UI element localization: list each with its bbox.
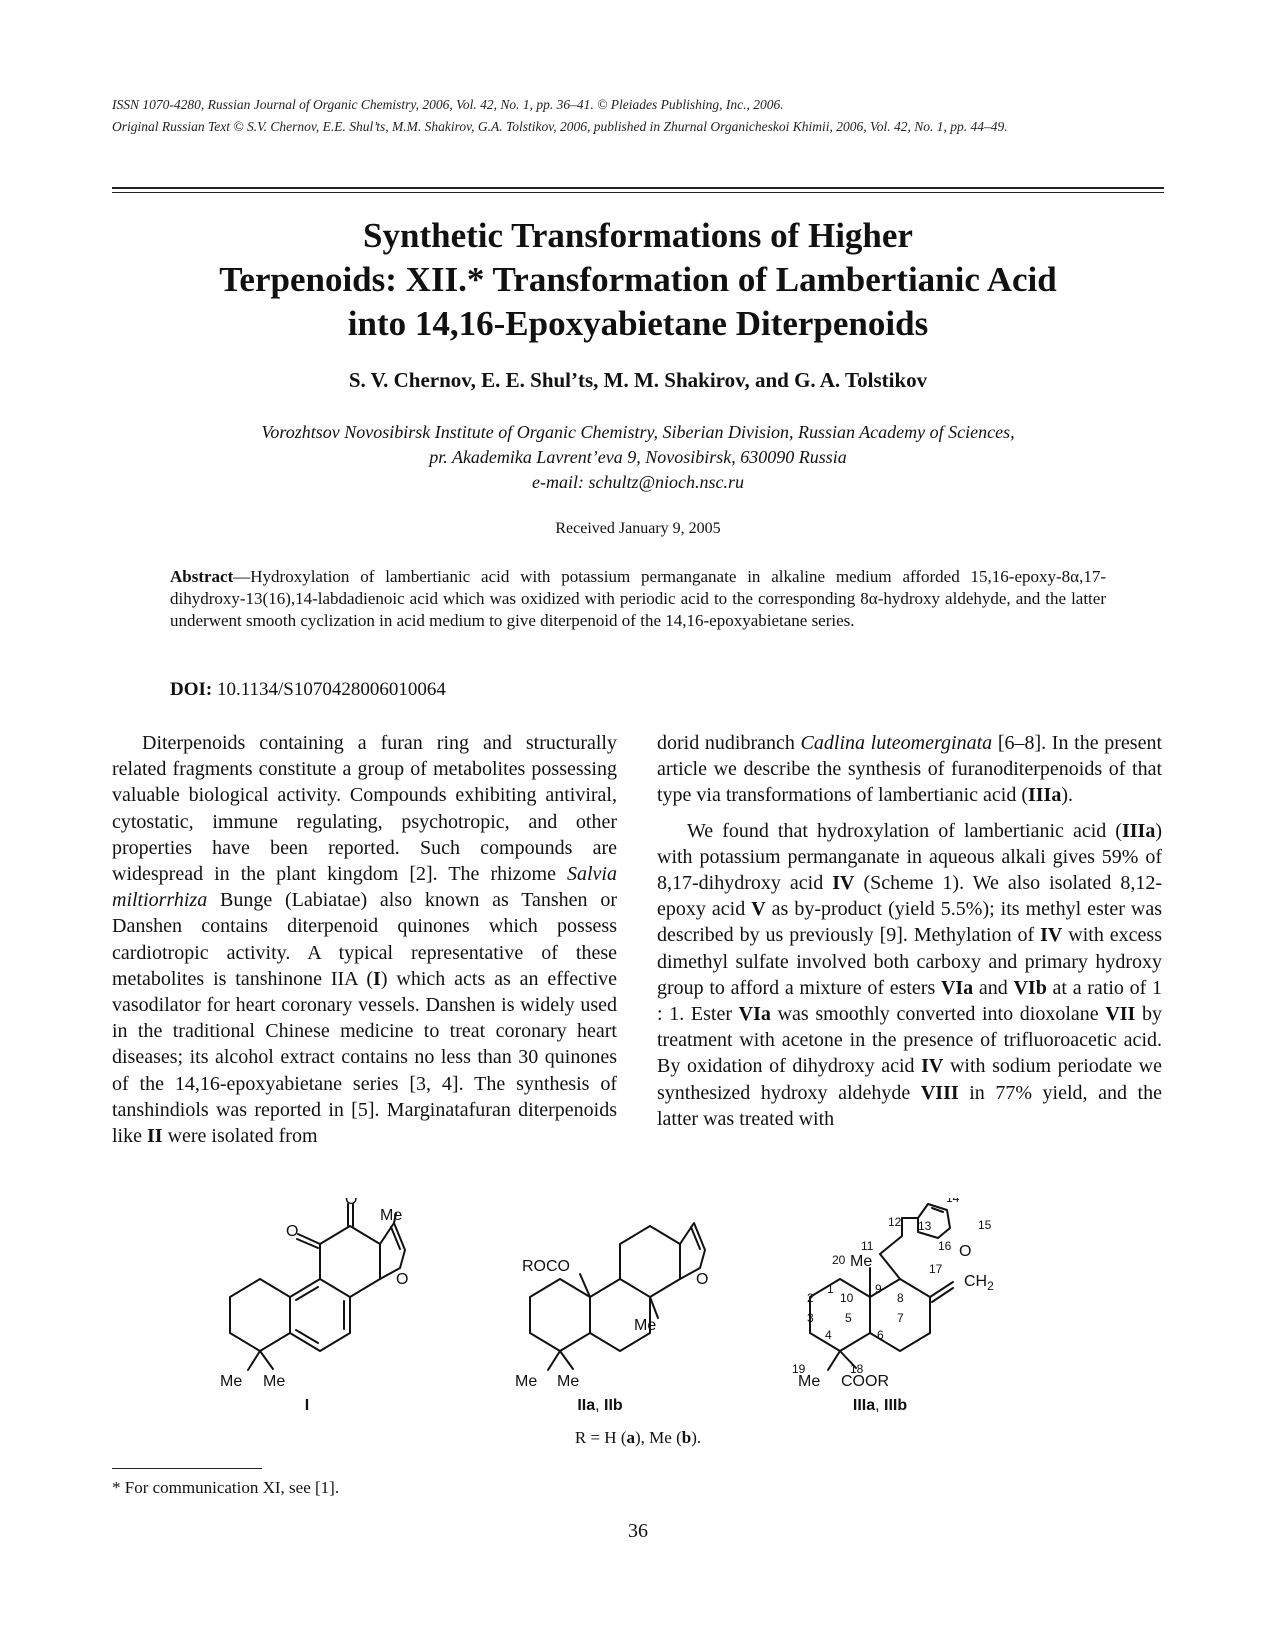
doi-label: DOI: — [170, 679, 213, 700]
r-group-note: R = H (a), Me (b). — [574, 1428, 702, 1447]
atom-number-1: 1 — [827, 1282, 834, 1296]
oxygen-label-II: O — [696, 1271, 709, 1288]
atom-number-4: 4 — [825, 1328, 832, 1342]
title-line-3: into 14,16-Epoxyabietane Diterpenoids — [347, 304, 929, 343]
atom-number-6: 6 — [877, 1328, 884, 1342]
atom-number-5: 5 — [845, 1311, 852, 1325]
atom-number-19: 19 — [792, 1362, 806, 1376]
atom-number-8: 8 — [897, 1291, 904, 1305]
page-number: 36 — [628, 1520, 648, 1542]
oxygen-label-III: O — [959, 1243, 972, 1260]
atom-number-14: 14 — [946, 1198, 960, 1205]
me-label-II-2: Me — [515, 1373, 538, 1390]
atom-number-15: 15 — [978, 1218, 992, 1232]
compound-label-III: IIIa, IIIb — [852, 1397, 908, 1413]
atom-number-7: 7 — [897, 1311, 904, 1325]
journal-header-line-2: Original Russian Text © S.V. Chernov, E.E. Shul’ts, M.M. Shakirov, G.A. Tolstikov, 2006, published in Zhurnal Organicheskoi Khimii, 2006, Vol. 42, No. 1, pp. 44–49. — [112, 119, 1008, 134]
atom-number-13: 13 — [918, 1219, 932, 1233]
title-line-1: Synthetic Transformations of Higher — [363, 216, 913, 255]
affiliation-email: e-mail: schultz@nioch.nsc.ru — [531, 472, 745, 492]
paragraph-results: We found that hydroxylation of lambertianic acid (IIIa) with potassium permanganate in aqueous alkali gives 59% of 8,17-dihydroxy acid IV (Scheme 1). We also isolated 8,12-epoxy acid V as by-product (yield 5.5%); its methyl ester was described by us previously [9]. Methylation of IV with excess dimethyl sulfate involved both carboxy and primary hydroxy group to afford a mixture of esters VIa and VIb at a ratio of 1 : 1. Ester VIa was smoothly converted into dioxolane VII by treatment with acetone in the presence of trifluoroacetic acid. By oxidation of dihydroxy acid IV with sodium periodate we synthesized hydroxy aldehyde VIII in 77% yield, and the latter was treated with — [657, 819, 1163, 1130]
affiliation-line-2: pr. Akademika Lavrent’eva 9, Novosibirsk, 630090 Russia — [429, 447, 847, 467]
doi-value: 10.1134/S1070428006010064 — [212, 679, 446, 700]
me-label-III-2: Me — [798, 1373, 821, 1390]
ch2-label: $CH_2$ — [964, 1273, 994, 1293]
affiliation — [112, 420, 1164, 495]
atom-number-11: 11 — [861, 1239, 874, 1253]
chemical-structures — [180, 1198, 1080, 1418]
atom-number-17: 17 — [929, 1262, 943, 1276]
atom-number-9: 9 — [875, 1282, 882, 1296]
coor-label: COOR — [841, 1373, 889, 1390]
me-label-II-3: Me — [557, 1373, 580, 1390]
roco-label: ROCO — [522, 1258, 570, 1275]
me-label-I-1: Me — [220, 1373, 243, 1390]
oxygen-label-I-2: O — [286, 1223, 299, 1240]
compound-label-I: I — [304, 1397, 310, 1413]
article-title — [112, 214, 1164, 346]
compound-label-II: IIa, IIb — [577, 1397, 623, 1413]
paragraph-continued: dorid nudibranch Cadlina luteomerginata [6–8]. In the present article we describe the synthesis of furanoditerpenoids of that type via transformations of lambertianic acid (IIIa). — [657, 732, 1163, 807]
oxygen-label-I-1: O — [345, 1198, 358, 1208]
atom-number-12: 12 — [888, 1215, 902, 1229]
me-label-I-2: Me — [263, 1373, 286, 1390]
body-column-left — [112, 730, 617, 1149]
atom-number-16: 16 — [938, 1239, 952, 1253]
structure-II — [530, 1223, 705, 1370]
doi — [170, 679, 446, 701]
me-label-I-top: Me — [380, 1207, 403, 1224]
authors: S. V. Chernov, E. E. Shul’ts, M. M. Shakirov, and G. A. Tolstikov — [348, 368, 928, 392]
received-date: Received January 9, 2005 — [555, 520, 721, 537]
atom-number-3: 3 — [807, 1311, 814, 1325]
oxygen-label-I-3: O — [396, 1271, 409, 1288]
atom-number-2: 2 — [807, 1291, 814, 1305]
abstract-text: —Hydroxylation of lambertianic acid with potassium permanganate in alkaline medium afforded 15,16-epoxy-8α,17-dihydroxy-13(16),14-labdadienoic acid which was oxidized with periodic acid to the corresponding 8α-hydroxy aldehyde, and the latter underwent smooth cyclization in acid medium to give diterpenoid of the 14,16-epoxyabietane series. — [170, 567, 1106, 630]
me-label-II-1: Me — [634, 1317, 657, 1334]
atom-number-10: 10 — [840, 1291, 854, 1305]
header-rule-thick — [112, 187, 1164, 189]
footnote: * For communication XI, see [1]. — [112, 1478, 340, 1497]
paragraph-intro: Diterpenoids containing a furan ring and structurally related fragments constitute a group of metabolites possessing valuable biological activity. Compounds exhibiting antiviral, cytostatic, immune regulating, psychotropic, and other properties have been reported. Such compounds are widespread in the plant kingdom [2]. The rhizome Salvia miltiorrhiza Bunge (Labiatae) also known as Tanshen or Danshen contains diterpenoid quinones which possess cardiotropic activity. A typical representative of these metabolites is tanshinone IIA (I) which acts as an effective vasodilator for heart coronary vessels. Danshen is widely used in the traditional Chinese medicine to treat coronary heart diseases; its alcohol extract contains no less than 30 quinones of the 14,16-epoxyabietane series [3, 4]. The synthesis of tanshindiols was reported in [5]. Marginatafuran diterpenoids like II were isolated from — [112, 732, 618, 1148]
abstract — [170, 566, 1106, 632]
body-column-right — [657, 730, 1162, 1132]
affiliation-line-1: Vorozhtsov Novosibirsk Institute of Organic Chemistry, Siberian Division, Russian Academy of Sciences, — [261, 422, 1015, 442]
structure-I — [230, 1204, 405, 1370]
journal-header-line-1: ISSN 1070-4280, Russian Journal of Organic Chemistry, 2006, Vol. 42, No. 1, pp. 36–41. © Pleiades Publishing, Inc., 2006. — [112, 97, 784, 112]
footnote-rule — [112, 1468, 262, 1469]
header-rule-thin — [112, 192, 1164, 193]
title-line-2: Terpenoids: XII.* Transformation of Lambertianic Acid — [219, 260, 1057, 299]
atom-number-18: 18 — [850, 1362, 864, 1376]
me-label-III-1: Me — [850, 1253, 873, 1270]
abstract-label: Abstract — [170, 567, 234, 586]
atom-number-20: 20 — [832, 1253, 846, 1267]
